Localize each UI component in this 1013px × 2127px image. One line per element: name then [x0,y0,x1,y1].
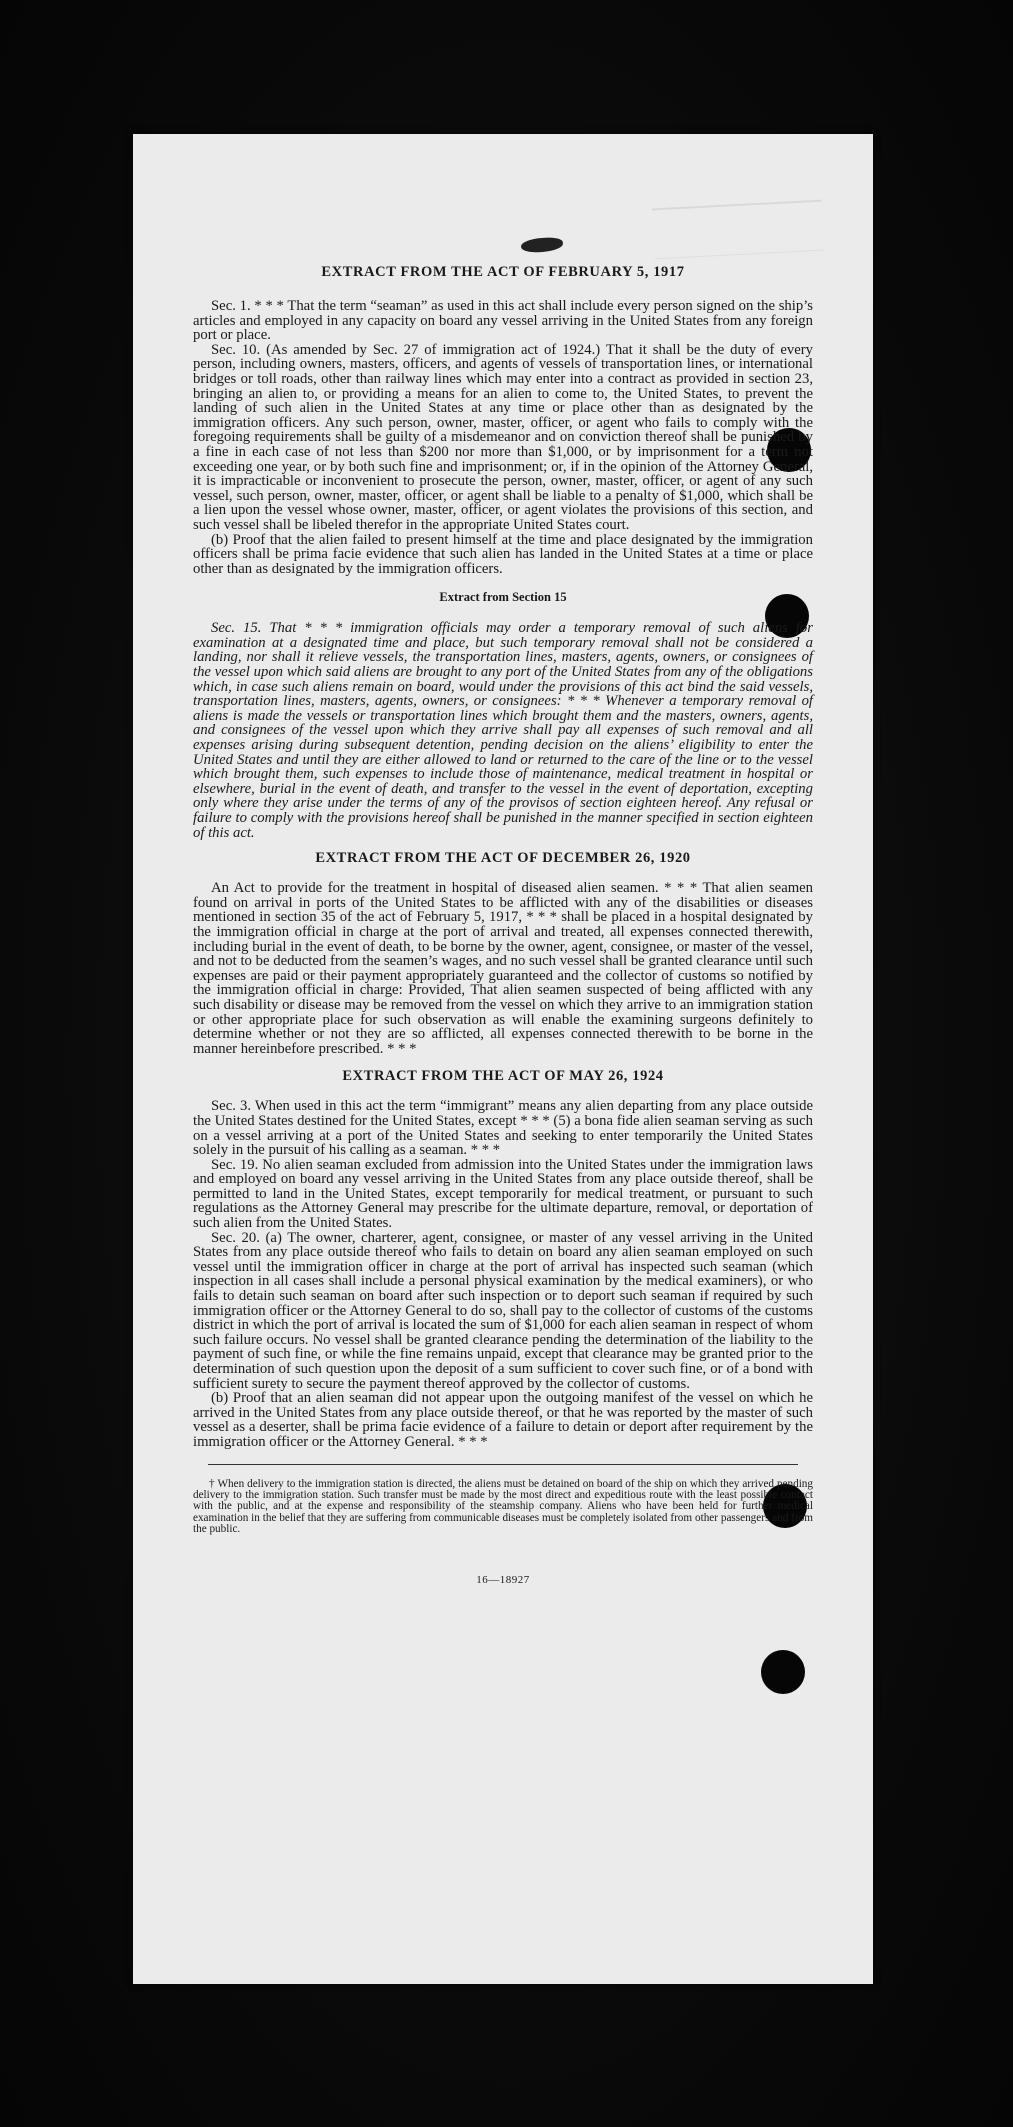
section-title-act-1917: EXTRACT FROM THE ACT OF FEBRUARY 5, 1917 [321,264,685,280]
document-body [193,264,813,1586]
paragraph-sec-15: Sec. 15. That * * * immigration officials may order a temporary removal of such aliens for examination at a designated time and place, but such temporary removal shall not be considered a landing, nor shall it relieve vessels, the transportation lines, masters, agents, owners, or consignees of the vessel upon which said aliens are brought to any port of the United States from any of the obligations which, in case such aliens remain on board, would under the provisions of this act bind the said vessels, transportation lines, masters, agents, owners, or consignees: * * * Whenever a temporary removal of aliens is made the vessels or transportation lines which brought them and the masters, owners, agents, and consignees of the vessel upon which they arrive shall pay all expenses of such removal and all expenses arising during subsequent detention, pending decision on the aliens’ eligibility to enter the United States and until they are either allowed to land or returned to the care of the line or to the vessel which brought them, such expenses to include those of maintenance, medical treatment in hospital or elsewhere, burial in the event of death, and transfer to the vessel in the event of deportation, excepting only where they arise under the terms of any of the provisos of section eighteen hereof. Any refusal or failure to comply with the provisions hereof shall be punished in the manner specified in section eighteen of this act. [193,620,813,841]
document-page [133,134,873,1984]
paragraph-sec-20-a: Sec. 20. (a) The owner, charterer, agent, consignee, or master of any vessel arriving in the United States from any place outside thereof who fails to detain on board any alien seaman employed on such vessel until the immigration officer in charge at the port of arrival has inspected such seaman (which inspection in all cases shall include a personal physical examination by the medical examiners), or who fails to detain such seaman on board after such inspection or to deport such seaman if required by such immigration officer or the Attorney General to do so, shall pay to the collector of customs of the customs district in which the port of arrival is located the sum of $1,000 for each alien seaman in respect of whom such failure occurs. No vessel shall be granted clearance pending the determination of the liability to the payment of such fine, or while the fine remains unpaid, except that clearance may be granted prior to the determination of such question upon the deposit of a sum sufficient to cover such fine, or of a bond with sufficient surety to secure the payment thereof approved by the collector of customs. [193,1229,813,1392]
paragraph-sec-10-b: (b) Proof that the alien failed to present himself at the time and place designated by the immigration officers shall be prima facie evidence that such alien has landed in the United States at a time or place other than as designated by the immigration officers. [193,531,813,577]
paragraph-sec-3: Sec. 3. When used in this act the term “immigrant” means any alien departing from any place outside the United States destined for the United States, except * * * (5) a bona fide alien seaman serving as such on a vessel arriving at a port of the United States and seeking to enter temporarily the United States solely in the pursuit of his calling as a seaman. * * * [193,1098,813,1159]
section-title-act-1920: EXTRACT FROM THE ACT OF DECEMBER 26, 1920 [315,850,691,867]
faded-stamp-mark [652,200,824,260]
ink-smudge [521,237,564,254]
paragraph-sec-20-b: (b) Proof that an alien seaman did not appear upon the outgoing manifest of the vessel on which he arrived in the United States from any place outside thereof, or that he was reported by the master of such vessel as a deserter, shall be prima facie evidence of a failure to detain or deport after requirement by the immigration officer or the Attorney General. * * * [193,1390,813,1450]
form-number: 16—18927 [476,1573,530,1586]
section-title-section-15: Extract from Section 15 [439,590,567,605]
section-title-act-1924: EXTRACT FROM THE ACT OF MAY 26, 1924 [342,1068,664,1085]
paragraph-sec-10: Sec. 10. (As amended by Sec. 27 of immigration act of 1924.) That it shall be the duty of every person, including owners, masters, officers, and agents of vessels of transportation lines, or international bridges or toll roads, other than railway lines which may enter into a contract as provided in section 23, bringing an alien to, or providing a means for an alien to come to, the United States, to prevent the landing of such alien in the United States at any time or place other than as designated by the immigration officers. Any such person, owner, master, officer, or agent who fails to comply with the foregoing requirements shall be guilty of a misdemeanor and on conviction thereof shall be punished by a fine in each case of not less than $200 nor more than $1,000, or by imprisonment for a term not exceeding one year, or by both such fine and imprisonment; or, if in the opinion of the Attorney General, it is impracticable or inconvenient to prosecute the person, owner, master, officer, or agent of any such vessel, such person, owner, master, officer, or agent shall be liable to a penalty of $1,000, which shall be a lien upon the vessel whose owner, master, officer, or agent violates the provisions of this section, and such vessel shall be libeled therefor in the appropriate United States court. [193,341,813,533]
paragraph-act-1920: An Act to provide for the treatment in hospital of diseased alien seamen. * * * That alien seamen found on arrival in ports of the United States to be afflicted with any of the disabilities or diseases mentioned in section 35 of the act of February 5, 1917, * * * shall be placed in a hospital designated by the immigration official in charge at the port of arrival and treated, all expenses connected therewith, including burial in the event of death, to be borne by the owner, agent, consignee, or master of the vessel, and not to be deducted from the seamen’s wages, and no such vessel shall be granted clearance until such expenses are paid or their payment appropriately guaranteed and the collector of customs so notified by the immigration official in charge: Provided, That alien seamen suspected of being afflicted with any such disability or disease may be removed from the vessel on which they arrive to an immigration station or other appropriate place for such observation as will enable the examining surgeons definitely to determine whether or not they are so afflicted, all expenses connected therewith to be borne in the manner hereinbefore prescribed. * * * [193,880,813,1057]
paragraph-sec-19: Sec. 19. No alien seaman excluded from admission into the United States under the immigration laws and employed on board any vessel arriving in the United States from any place outside thereof, shall be permitted to land in the United States, except temporarily for medical treatment, or pursuant to such regulations as the Attorney General may prescribe for the ultimate departure, removal, or deportation of such alien from the United States. [193,1156,813,1232]
paragraph-sec-1: Sec. 1. * * * That the term “seaman” as used in this act shall include every person signed on the ship’s articles and employed in any capacity on board any vessel arriving in the United States from any foreign port or place. [193,298,813,344]
footnote: † When delivery to the immigration station is directed, the aliens must be detained on board of the ship on which they arrived pending delivery to the immigration station. Such transfer must be made by the most direct and expeditious route with the least possible contact with the public, and at the expense and responsibility of the steamship company. Aliens who have been held for further medical examination in the belief that they are suffering from communicable diseases must be completely isolated from other passengers and from the public. [193,1477,813,1536]
punch-hole [761,1650,805,1694]
